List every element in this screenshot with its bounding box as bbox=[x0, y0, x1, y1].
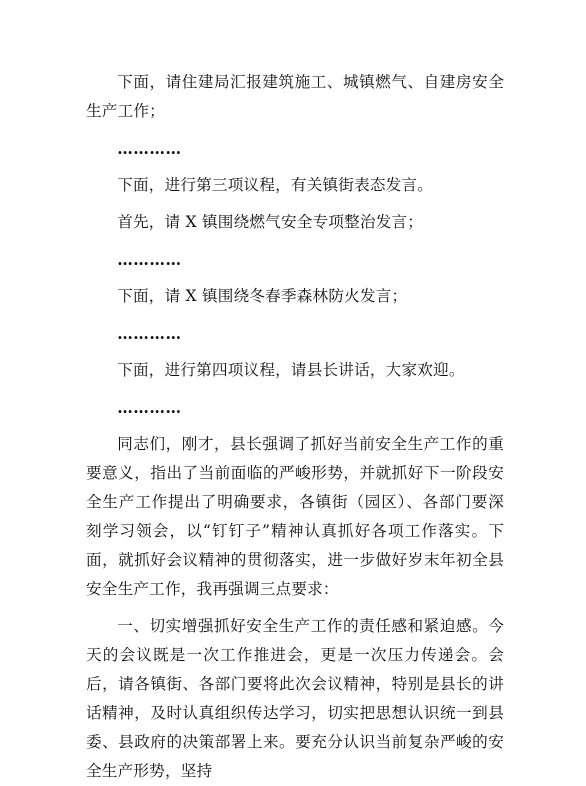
paragraph-gap bbox=[86, 274, 504, 282]
paragraph-gap bbox=[86, 237, 504, 245]
paragraph-forest-fire: 下面，请 X 镇围绕冬春季森林防火发言； bbox=[117, 287, 408, 305]
paragraph-agenda-three: 下面，进行第三项议程，有关镇街表态发言。 bbox=[117, 176, 434, 194]
paragraph-gap bbox=[86, 385, 504, 393]
ellipsis-line: ………… bbox=[117, 398, 182, 417]
ellipsis-line: ………… bbox=[117, 139, 182, 158]
paragraph-gap bbox=[86, 311, 504, 319]
ellipsis-line: ………… bbox=[117, 324, 182, 343]
paragraph-requirement-one: 一、切实增强抓好安全生产工作的责任感和紧迫感。今天的会议既是一次工作推进会，更是一次压力传递会。会后，请各镇街、各部门要将此次会议精神，特别是县长的讲话精神，及时认真组织传达学习，切实把思想认识统一到县委、县政府的决策部署上来。要充分认识当前复杂严峻的安全生产形势，坚持 bbox=[86, 617, 504, 780]
paragraph-gap bbox=[86, 348, 504, 356]
paragraph-gap bbox=[86, 422, 504, 430]
paragraph-gap bbox=[86, 604, 504, 612]
paragraph-gap bbox=[86, 126, 504, 134]
paragraph-gap bbox=[86, 163, 504, 171]
ellipsis-line: ………… bbox=[117, 250, 182, 269]
paragraph-agenda-four: 下面，进行第四项议程，请县长讲话，大家欢迎。 bbox=[117, 361, 465, 379]
paragraph-gap bbox=[86, 200, 504, 208]
paragraph-housing-report: 下面，请住建局汇报建筑施工、城镇燃气、自建房安全生产工作； bbox=[86, 73, 504, 120]
paragraph-gas-safety: 首先，请 X 镇围绕燃气安全专项整治发言； bbox=[117, 213, 424, 231]
paragraph-summary: 同志们，刚才，县长强调了抓好当前安全生产工作的重要意义，指出了当前面临的严峻形势，并就抓好下一阶段安全生产工作提出了明确要求，各镇街（园区）、各部门要深刻学习领会，以“钉钉子”精神认真抓好各项工作落实。下面，就抓好会议精神的贯彻落实，进一步做好岁末年初全县安全生产工作，我再强调三点要求： bbox=[86, 435, 504, 598]
document-page bbox=[86, 68, 504, 786]
